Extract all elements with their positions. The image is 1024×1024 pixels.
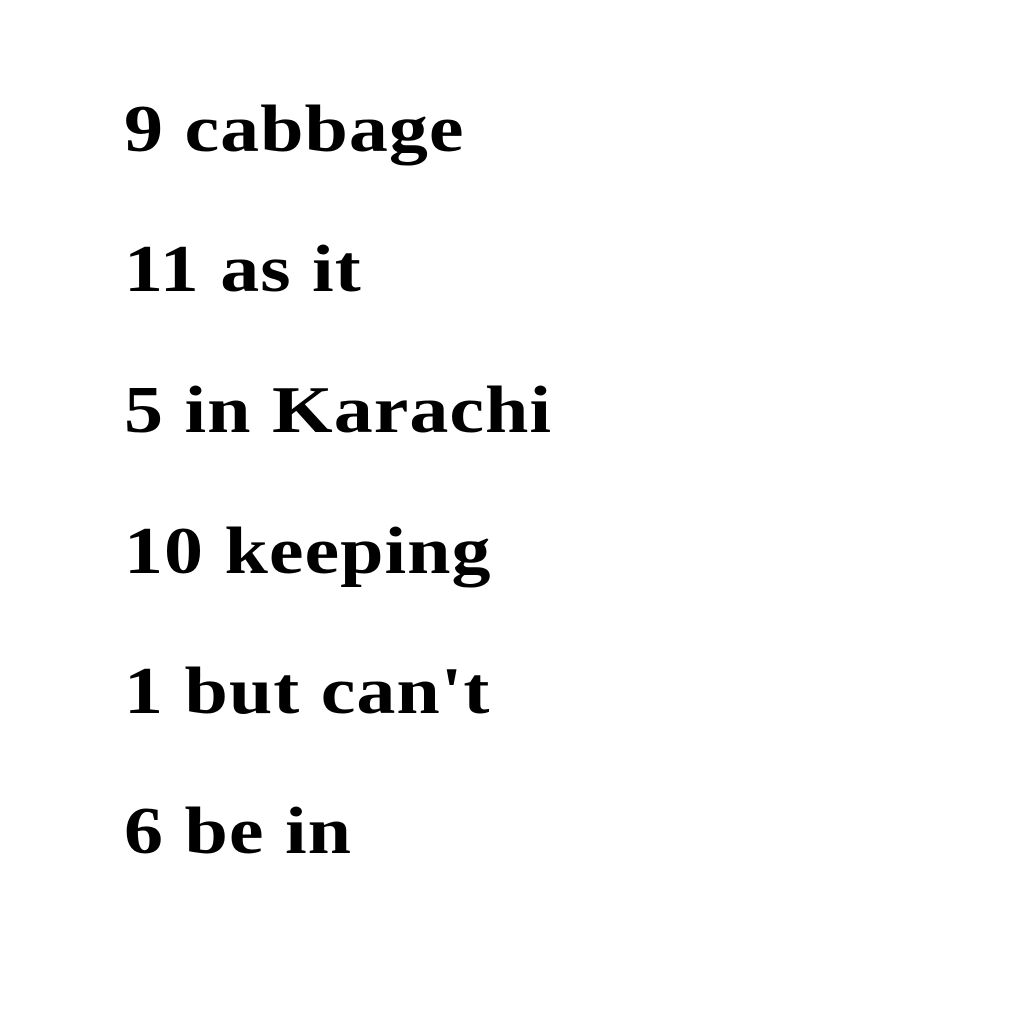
text-line-3: 5 in Karachi bbox=[124, 371, 553, 447]
text-line-6: 6 be in bbox=[124, 792, 353, 868]
text-line-1: 9 cabbage bbox=[124, 90, 465, 166]
text-line-4: 10 keeping bbox=[124, 512, 492, 588]
text-line-5: 1 but can't bbox=[124, 652, 491, 728]
text-line-2: 11 as it bbox=[124, 230, 362, 306]
